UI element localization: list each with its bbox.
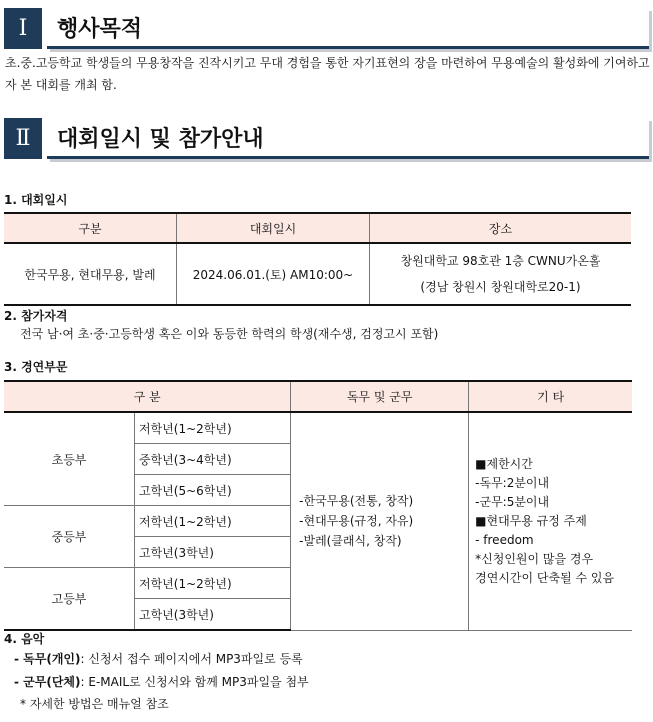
etc-line: *신청인원이 많을 경우: [475, 551, 594, 566]
subsection-title: 1. 대회일시: [4, 193, 68, 207]
table-cell: 2024.06.01.(토) AM10:00~: [177, 243, 370, 305]
music-line-solo: [14, 650, 303, 667]
table-header: 장소: [370, 213, 632, 243]
etc-cell: [469, 412, 632, 630]
division-cell: 중등부: [4, 506, 135, 568]
grade-cell: 저학년(1~2학년): [135, 506, 291, 537]
grade-cell: 고학년(3학년): [135, 599, 291, 631]
music-label: - 독무(개인): [14, 652, 81, 666]
table-cell: 한국무용, 현대무용, 발레: [4, 243, 177, 305]
table-header: 독무 및 군무: [291, 381, 469, 412]
etc-line: -독무:2분이내: [475, 475, 550, 490]
table-header: 기 타: [469, 381, 632, 412]
music-label: - 군무(단체): [14, 675, 81, 689]
music-note: * 자세한 방법은 매뉴얼 참조: [20, 697, 169, 711]
grade-cell: 고학년(5~6학년): [135, 475, 291, 506]
category-line: -현대무용(규정, 자유): [299, 514, 414, 529]
section-number: Ⅱ: [4, 118, 42, 159]
section-title: 행사목적: [47, 8, 649, 49]
section-header-2: [4, 118, 649, 159]
etc-line: -군무:5분이내: [475, 494, 550, 509]
etc-line: ■제한시간: [475, 456, 533, 471]
table-header: 대회일시: [177, 213, 370, 243]
eligibility-text: 전국 남·여 초·중·고등학생 혹은 이와 동등한 학력의 학생(재수생, 검정고시 포함): [20, 327, 439, 341]
grade-cell: 저학년(1~2학년): [135, 568, 291, 599]
section-number: Ⅰ: [4, 8, 42, 49]
category-line: -한국무용(전통, 창작): [299, 494, 414, 509]
grade-cell: 저학년(1~2학년): [135, 412, 291, 444]
division-cell: 고등부: [4, 568, 135, 631]
music-line-group: [14, 673, 309, 690]
subsection-title: 3. 경연부문: [4, 360, 68, 374]
etc-line: - freedom: [475, 532, 534, 547]
category-line: -발레(클래식, 창작): [299, 534, 402, 549]
place-line: (경남 창원시 창원대학로20-1): [420, 280, 581, 294]
music-text: : 신청서 접수 페이지에서 MP3파일로 등록: [80, 652, 303, 666]
subsection-title: 2. 참가자격: [4, 309, 68, 323]
etc-line: 경연시간이 단축될 수 있음: [475, 570, 615, 585]
division-cell: 초등부: [4, 412, 135, 506]
purpose-paragraph: 초.중.고등학교 학생들의 무용창작을 진작시키고 무대 경험을 통한 자기표현의 장을 마련하여 무용예술의 활성화에 기여하고자 본 대회를 개최 함.: [5, 56, 650, 92]
music-text: : E-MAIL로 신청서와 함께 MP3파일을 첨부: [80, 675, 309, 689]
section-header-1: [4, 8, 649, 49]
etc-line: ■현대무용 규정 주제: [475, 513, 587, 528]
table-header: 구분: [4, 213, 177, 243]
categories-table: [4, 380, 632, 631]
category-cell: [291, 412, 469, 630]
grade-cell: 고학년(3학년): [135, 537, 291, 568]
place-line: 창원대학교 98호관 1층 CWNU가온홀: [400, 254, 601, 268]
place-cell: [370, 243, 632, 305]
schedule-table: [4, 212, 631, 306]
table-header: 구 분: [4, 381, 291, 412]
section-title: 대회일시 및 참가안내: [47, 118, 649, 159]
grade-cell: 중학년(3~4학년): [135, 444, 291, 475]
subsection-title: 4. 음악: [4, 632, 45, 646]
